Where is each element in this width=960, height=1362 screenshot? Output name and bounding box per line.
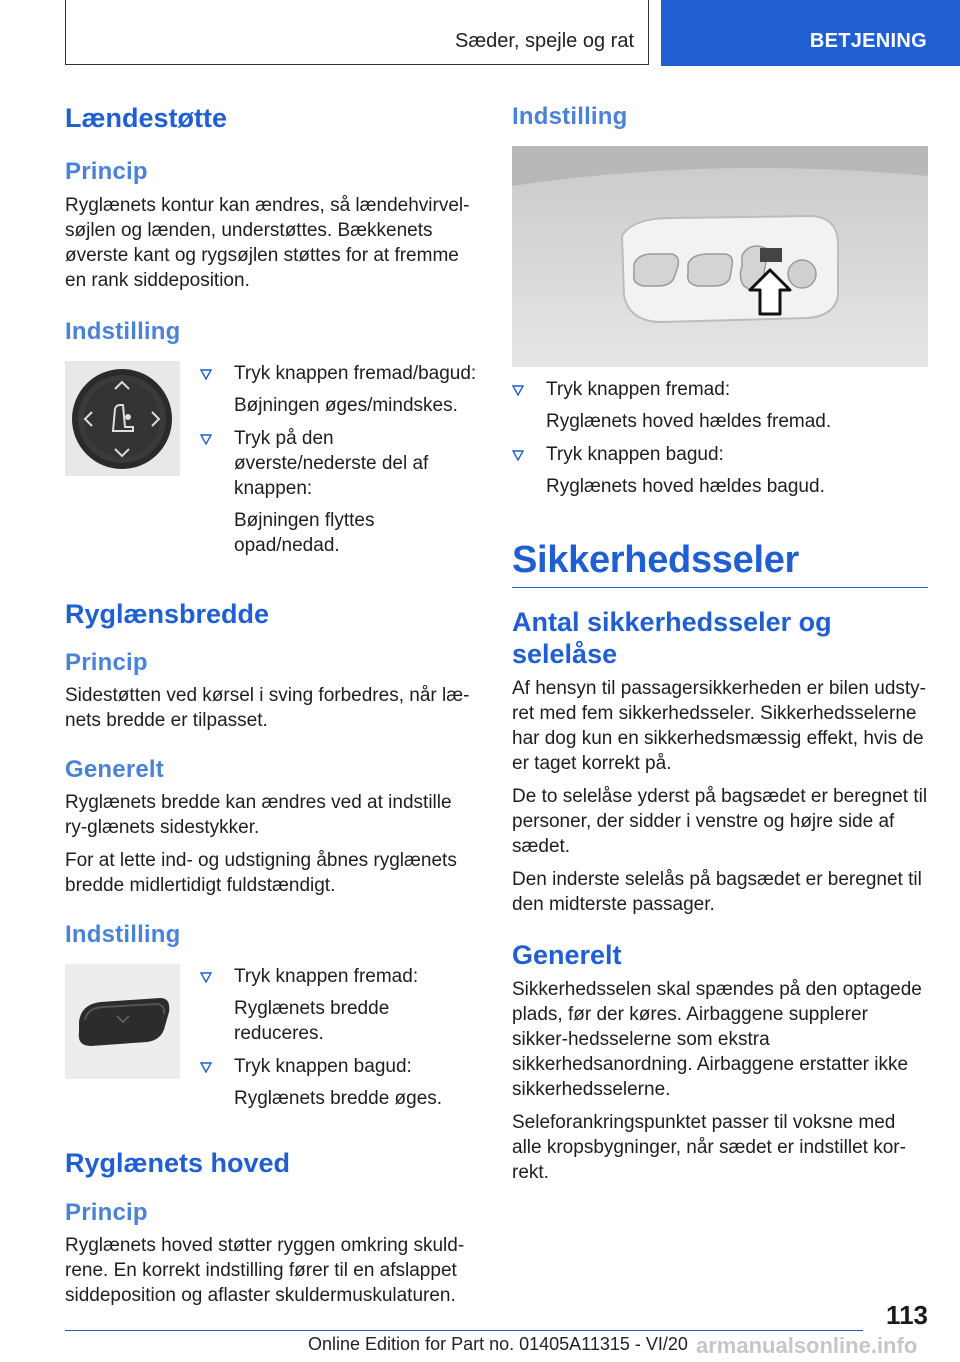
seat-controls-photo-icon bbox=[512, 146, 928, 367]
sikkerhedsseler-rule bbox=[512, 537, 928, 588]
watermark: armanualsonline.info bbox=[696, 1333, 918, 1358]
laende-princip-text: Ryglænets kontur kan ændres, så lændehvirvel-søjlen og lænden, understøttes. Bækkenets øverste kant og rygsøjlen støttes for at fremme en rank siddeposition. bbox=[65, 195, 470, 291]
step-result: Ryglænets hoved hældes bagud. bbox=[546, 476, 825, 497]
laende-steps bbox=[200, 361, 477, 558]
backrest-width-button-icon bbox=[65, 964, 180, 1079]
step-result: Ryglænets hoved hældes fremad. bbox=[546, 411, 832, 432]
chapter-box bbox=[65, 0, 649, 65]
laende-title: Lændestøtte bbox=[65, 103, 227, 133]
section-title: BETJENING bbox=[809, 30, 927, 52]
antal-text3: Den inderste selelås på bagsædet er beregnet til den midterste passager. bbox=[512, 869, 922, 915]
ryglaensbredde-generelt-text1: Ryglænets bredde kan ændres ved at indstille ry-glænets sidestykker. bbox=[65, 792, 452, 838]
step-action: Tryk knappen bagud: bbox=[546, 444, 724, 465]
ryglaensbredde-generelt-heading: Generelt bbox=[65, 756, 164, 783]
generelt-text1: Sikkerhedsselen skal spændes på den optagede plads, før der køres. Airbaggene supplerer sikker-hedsselerne som ekstra sikkerhedsanordning. Airbaggene erstatter ikke sikkerhedsselerne. bbox=[512, 979, 922, 1100]
step-action: Tryk knappen fremad: bbox=[234, 966, 419, 987]
antal-text1: Af hensyn til passagersikkerheden er bilen udsty-ret med fem sikkerhedsseler. Sikkerhedsselerne har dog kun en sikkerhedsmæssig effekt, hvis de er taget korrekt på. bbox=[512, 678, 927, 774]
ryglaensbredde-setting bbox=[65, 964, 477, 1111]
chapter-title: Sæder, spejle og rat bbox=[455, 30, 634, 52]
step-action: Tryk på den øverste/nederste del af knappen: bbox=[234, 428, 429, 499]
headrest-steps bbox=[512, 377, 928, 499]
list-item bbox=[512, 442, 928, 499]
ryglaensbredde-indstilling-heading: Indstilling bbox=[65, 921, 181, 948]
step-action: Tryk knappen bagud: bbox=[234, 1056, 412, 1077]
step-result: Ryglænets bredde reduceres. bbox=[234, 998, 390, 1044]
list-item bbox=[200, 426, 477, 558]
page-number: 113 bbox=[886, 1300, 928, 1330]
ryglaensbredde-princip-text: Sidestøtten ved kørsel i sving forbedres, når læ-nets bredde er tilpasset. bbox=[65, 685, 470, 731]
generelt-text2: Seleforankringspunktet passer til voksne med alle kropsbygninger, når sædet er indstillet kor-rekt. bbox=[512, 1112, 906, 1183]
antal-text2: De to selelåse yderst på bagsædet er beregnet til personer, der sidder i venstre og højre side af sædet. bbox=[512, 786, 928, 857]
laende-princip-heading: Princip bbox=[65, 158, 148, 185]
triangle-bullet-icon bbox=[512, 442, 526, 499]
triangle-bullet-icon bbox=[200, 1054, 214, 1111]
triangle-bullet-icon bbox=[200, 361, 214, 418]
edition-text: Online Edition for Part no. 01405A11315 - VI/20 bbox=[308, 1334, 688, 1354]
left-column bbox=[65, 100, 477, 1308]
list-item bbox=[200, 1054, 477, 1111]
triangle-bullet-icon bbox=[512, 377, 526, 434]
step-result: Bøjningen øges/mindskes. bbox=[234, 395, 458, 416]
step-action: Tryk knappen fremad/bagud: bbox=[234, 363, 477, 384]
ryglaensbredde-princip-heading: Princip bbox=[65, 649, 148, 676]
ryglaensbredde-generelt-text2: For at lette ind- og udstigning åbnes ryglænets bredde midlertidigt fuldstændigt. bbox=[65, 850, 457, 896]
ryglaensbredde-steps bbox=[200, 964, 477, 1111]
step-result: Ryglænets bredde øges. bbox=[234, 1088, 443, 1109]
lumbar-control-knob-icon bbox=[65, 361, 180, 476]
ryglaenets-hoved-princip-heading: Princip bbox=[65, 1199, 148, 1226]
section-tab[interactable] bbox=[661, 0, 960, 66]
ryglaenets-hoved-title: Ryglænets hoved bbox=[65, 1148, 291, 1178]
antal-heading: Antal sikkerhedsseler og selelåse bbox=[512, 607, 832, 669]
ryglaenets-hoved-princip-text: Ryglænets hoved støtter ryggen omkring skuld-rene. En korrekt indstilling fører til en afslappet siddeposition og aflaster skuldermuskulaturen. bbox=[65, 1235, 465, 1306]
list-item bbox=[200, 964, 477, 1046]
step-action: Tryk knappen fremad: bbox=[546, 379, 731, 400]
right-column bbox=[512, 100, 928, 1185]
ryglaensbredde-title: Ryglænsbredde bbox=[65, 599, 270, 629]
list-item bbox=[200, 361, 477, 418]
generelt-heading: Generelt bbox=[512, 940, 622, 970]
laende-indstilling-heading: Indstilling bbox=[65, 318, 181, 345]
right-indstilling-heading: Indstilling bbox=[512, 103, 628, 130]
page-header bbox=[0, 0, 960, 66]
triangle-bullet-icon bbox=[200, 964, 214, 1046]
laende-setting bbox=[65, 361, 477, 558]
step-result: Bøjningen flyttes opad/nedad. bbox=[234, 510, 375, 556]
sikkerhedsseler-title: Sikkerhedsseler bbox=[512, 539, 800, 581]
footer-rule bbox=[65, 1330, 863, 1331]
triangle-bullet-icon bbox=[200, 426, 214, 558]
list-item bbox=[512, 377, 928, 434]
